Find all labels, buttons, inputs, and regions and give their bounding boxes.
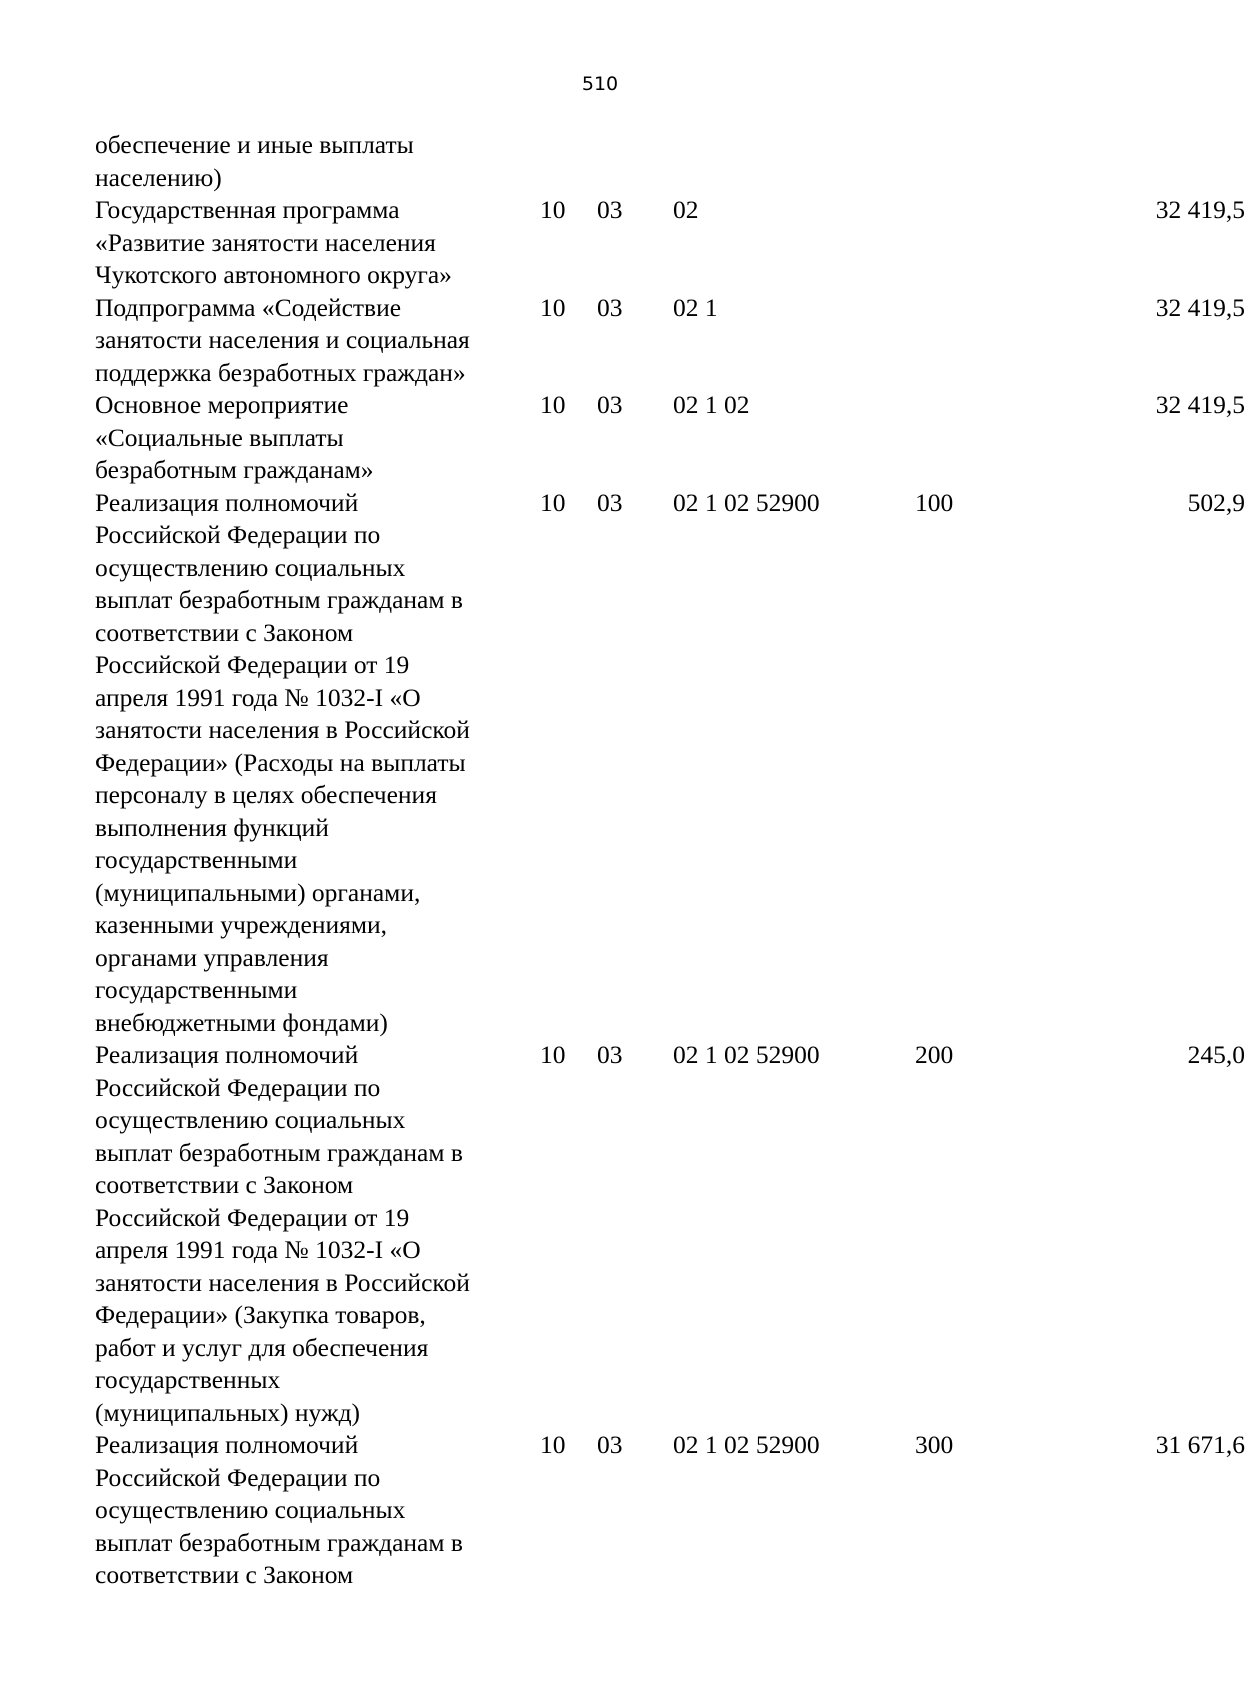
target-article-code: 02 1 02 52900 xyxy=(673,1040,820,1069)
section-code: 10 xyxy=(540,390,566,419)
amount: 245,0 xyxy=(1187,1040,1245,1069)
item-name: Реализация полномочий Российской Федерации по осуществлению социальных выплат безработным гражданам в соответствии с Законом Российской Федерации от 19 апреля 1991 года № 1032-I «О занятости населения в Российской Федерации» (Закупка товаров, работ и услуг для обеспечения государственных (муниципальных) нужд) xyxy=(95,1040,470,1427)
target-article-code: 02 1 02 xyxy=(673,390,750,419)
expense-type-code: 100 xyxy=(915,487,954,517)
section-code: 10 xyxy=(540,487,566,517)
table-row xyxy=(95,1039,1245,1429)
section-code: 10 xyxy=(540,195,566,224)
budget-table xyxy=(95,129,1245,1592)
amount: 502,9 xyxy=(1187,487,1245,517)
expense-type-code: 200 xyxy=(915,1040,954,1069)
item-name: Государственная программа «Развитие занятости населения Чукотского автономного округа» xyxy=(95,195,452,289)
subsection-code: 03 xyxy=(597,1430,623,1459)
amount: 32 419,5 xyxy=(1155,390,1245,419)
amount: 31 671,6 xyxy=(1155,1430,1245,1459)
subsection-code: 03 xyxy=(597,292,623,322)
subsection-code: 03 xyxy=(597,1040,623,1069)
target-article-code: 02 1 02 52900 xyxy=(673,487,820,517)
amount: 32 419,5 xyxy=(1155,195,1245,224)
subsection-code: 03 xyxy=(597,195,623,224)
subsection-code: 03 xyxy=(597,487,623,517)
target-article-code: 02 1 xyxy=(673,292,718,322)
item-name: Реализация полномочий Российской Федерации по осуществлению социальных выплат безработным гражданам в соответствии с Законом Российской Федерации от 19 апреля 1991 года № 1032-I «О занятости населения в Российской Федерации» (Расходы на выплаты персоналу в целях обеспечения выполнения функций государственными (муниципальными) органами, казенными учреждениями, органами управления государственными внебюджетными фондами) xyxy=(95,487,470,1037)
table-row xyxy=(95,194,1245,292)
expense-type-code: 300 xyxy=(915,1430,954,1459)
target-article-code: 02 1 02 52900 xyxy=(673,1430,820,1459)
section-code: 10 xyxy=(540,1430,566,1459)
item-name: обеспечение и иные выплаты населению) xyxy=(95,130,414,192)
item-name: Основное мероприятие «Социальные выплаты безработным гражданам» xyxy=(95,390,374,484)
amount: 32 419,5 xyxy=(1155,292,1245,322)
page-number: 510 xyxy=(581,73,619,95)
section-code: 10 xyxy=(540,292,566,322)
table-row xyxy=(95,292,1245,390)
table-row xyxy=(95,487,1245,1040)
table-row xyxy=(95,389,1245,487)
item-name: Реализация полномочий Российской Федерации по осуществлению социальных выплат безработным гражданам в соответствии с Законом xyxy=(95,1430,463,1589)
section-code: 10 xyxy=(540,1040,566,1069)
table-row xyxy=(95,129,520,194)
target-article-code: 02 xyxy=(673,195,699,224)
item-name: Подпрограмма «Содействие занятости населения и социальная поддержка безработных граждан» xyxy=(95,292,470,387)
subsection-code: 03 xyxy=(597,390,623,419)
table-row xyxy=(95,1429,1245,1592)
